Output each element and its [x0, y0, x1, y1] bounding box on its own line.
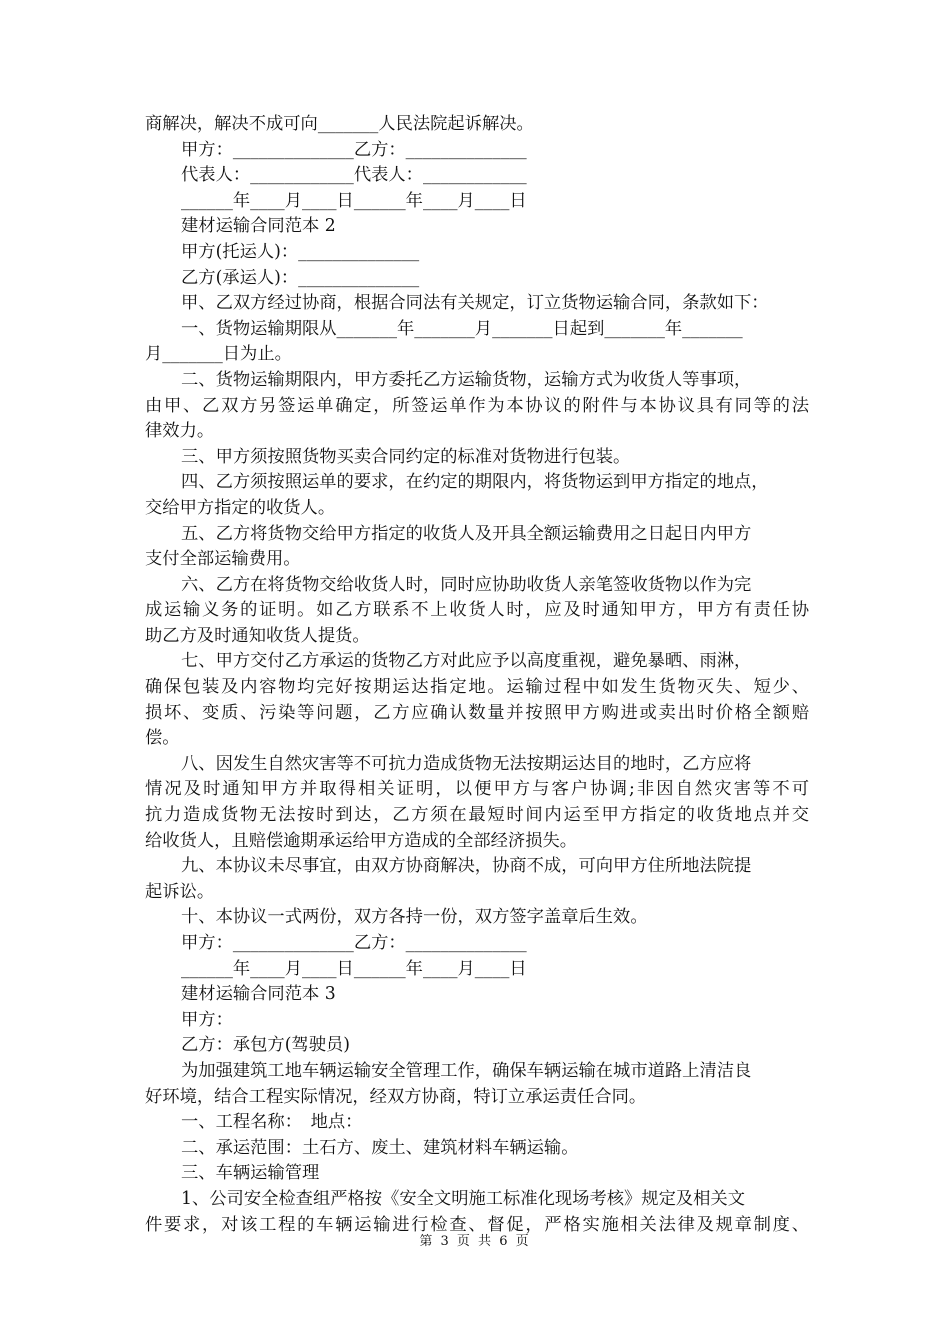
signature-line: 甲方：______________乙方：______________ [181, 139, 527, 160]
section-title: 建材运输合同范本 3 [181, 984, 336, 1005]
text-line: 甲、乙双方经过协商，根据合同法有关规定，订立货物运输合同，条款如下： [181, 293, 769, 314]
clause-line: 五、乙方将货物交给甲方指定的收货人及开具全额运输费用之日起日内甲方 [181, 523, 752, 544]
clause-line: 二、货物运输期限内，甲方委托乙方运输货物，运输方式为收货人等事项， [181, 369, 752, 390]
party-line: 乙方：承包方(驾驶员) [181, 1035, 351, 1056]
clause-line: 三、甲方须按照货物买卖合同约定的标准对货物进行包装。 [181, 446, 631, 467]
document-body [145, 112, 809, 1238]
text-line: 支付全部运输费用。 [145, 549, 301, 570]
text-line: 抗力造成货物无法按时到达，乙方须在最短时间内运至甲方指定的收货地点并交 [145, 805, 809, 826]
clause-line: 四、乙方须按照运单的要求，在约定的期限内，将货物运到甲方指定的地点， [181, 472, 769, 493]
text-line: 商解决，解决不成可向_______人民法院起诉解决。 [145, 114, 534, 134]
text-line: 损坏、变质、污染等问题，乙方应确认数量并按照甲方购进或卖出时价格全额赔 [145, 702, 809, 723]
clause-line: 为加强建筑工地车辆运输安全管理工作，确保车辆运输在城市道路上清洁良 [181, 1060, 752, 1081]
text-line: 月_______日为止。 [145, 344, 292, 365]
date-line: ______年____月____日______年____月____日 [181, 958, 527, 979]
clause-line: 九、本协议未尽事宜，由双方协商解决，协商不成，可向甲方住所地法院提 [181, 856, 752, 877]
clause-line: 二、承运范围：土石方、废土、建筑材料车辆运输。 [181, 1137, 579, 1158]
text-line: 律效力。 [145, 421, 215, 442]
text-line: 成运输义务的证明。如乙方联系不上收货人时，应及时通知甲方，甲方有责任协 [145, 600, 809, 621]
text-line: 助乙方及时通知收货人提货。 [145, 625, 370, 646]
text-line: 偿。 [145, 728, 180, 749]
text-line: 好环境，结合工程实际情况，经双方协商，特订立承运责任合同。 [145, 1086, 647, 1107]
section-title: 建材运输合同范本 2 [181, 216, 336, 237]
text-line: 交给甲方指定的收货人。 [145, 497, 336, 518]
clause-line: 六、乙方在将货物交给收货人时，同时应协助收货人亲笔签收货物以作为完 [181, 574, 752, 595]
clause-line: 一、货物运输期限从_______年_______月_______日起到_______年_______ [181, 318, 743, 339]
date-line: ______年____月____日______年____月____日 [181, 190, 527, 211]
text-line: 情况及时通知甲方并取得相关证明，以便甲方与客户协调;非因自然灾害等不可 [145, 779, 809, 800]
text-line: 给收货人，且赔偿逾期承运给甲方造成的全部经济损失。 [145, 830, 578, 851]
party-line: 甲方(托运人)：______________ [181, 241, 420, 262]
clause-line: 1、公司安全检查组严格按《安全文明施工标准化现场考核》规定及相关文 [181, 1188, 745, 1209]
clause-line: 三、车辆运输管理 [181, 1163, 320, 1184]
signature-line: 甲方：______________乙方：______________ [181, 933, 527, 953]
clause-line: 一、工程名称： 地点： [181, 1112, 363, 1133]
page-number: 第 3 页 共 6 页 [419, 1234, 531, 1249]
text-line: 确保包装及内容物均完好按期运达指定地。运输过程中如发生货物灭失、短少、 [145, 677, 809, 698]
text-line: 由甲、乙双方另签运单确定，所签运单作为本协议的附件与本协议具有同等的法 [145, 395, 809, 416]
signature-line: 代表人：____________代表人：____________ [181, 165, 527, 186]
text-line: 件要求，对该工程的车辆运输进行检查、督促，严格实施相关法律及规章制度、 [145, 1214, 809, 1235]
party-line: 乙方(承运人)：______________ [181, 267, 420, 288]
clause-line: 十、本协议一式两份，双方各持一份，双方签字盖章后生效。 [181, 907, 648, 928]
party-line: 甲方： [181, 1009, 233, 1030]
clause-line: 八、因发生自然灾害等不可抗力造成货物无法按期运达目的地时，乙方应将 [181, 753, 752, 774]
text-line: 起诉讼。 [145, 881, 215, 902]
clause-line: 七、甲方交付乙方承运的货物乙方对此应予以高度重视，避免暴晒、雨淋， [181, 651, 752, 672]
